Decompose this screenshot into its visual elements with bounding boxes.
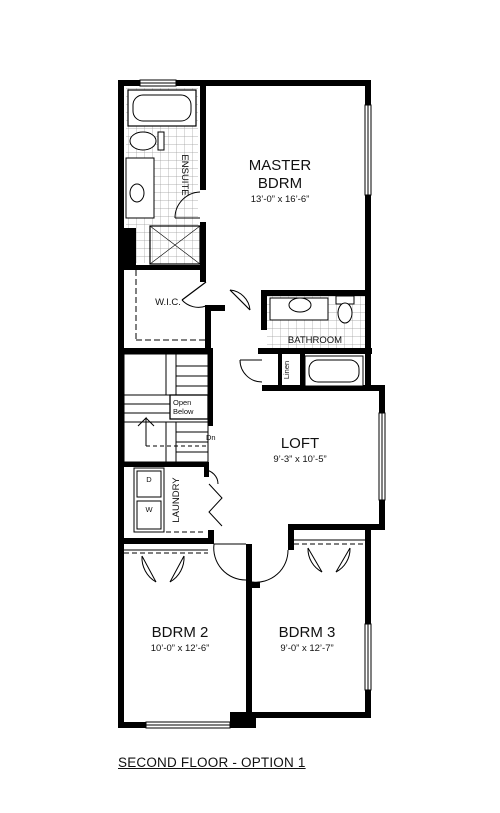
laundry-label: LAUNDRY (171, 477, 182, 523)
washer-label: W (145, 505, 153, 514)
bdrm3-name: BDRM 3 (278, 624, 336, 641)
ensuite-label: ENSUITE (179, 154, 190, 196)
bedroom-doors (124, 540, 365, 582)
wic-details (136, 270, 250, 340)
bathroom-label: BATHROOM (287, 335, 343, 346)
dn-label: Dn (206, 433, 216, 442)
master-name-line1: MASTER (248, 157, 312, 174)
wic-label: W.I.C. (155, 297, 181, 308)
dryer-label: D (146, 475, 152, 484)
master-name-line2: BDRM (257, 175, 303, 192)
open-below-line1: Open (173, 398, 192, 407)
bdrm2-dim: 10’-0” x 12’-6” (150, 643, 210, 654)
master-dim: 13’-0” x 16’-6” (250, 194, 310, 205)
bdrm3-dim: 9’-0” x 12’-7” (280, 643, 334, 654)
open-below-line2: Below (173, 407, 194, 416)
linen-label: Linen (282, 360, 291, 380)
plan-caption: SECOND FLOOR - OPTION 1 (118, 755, 306, 770)
staircase (124, 354, 208, 462)
bdrm2-name: BDRM 2 (151, 624, 209, 641)
loft-dim: 9’-3” x 10’-5” (273, 454, 327, 465)
loft-name: LOFT (280, 435, 320, 452)
